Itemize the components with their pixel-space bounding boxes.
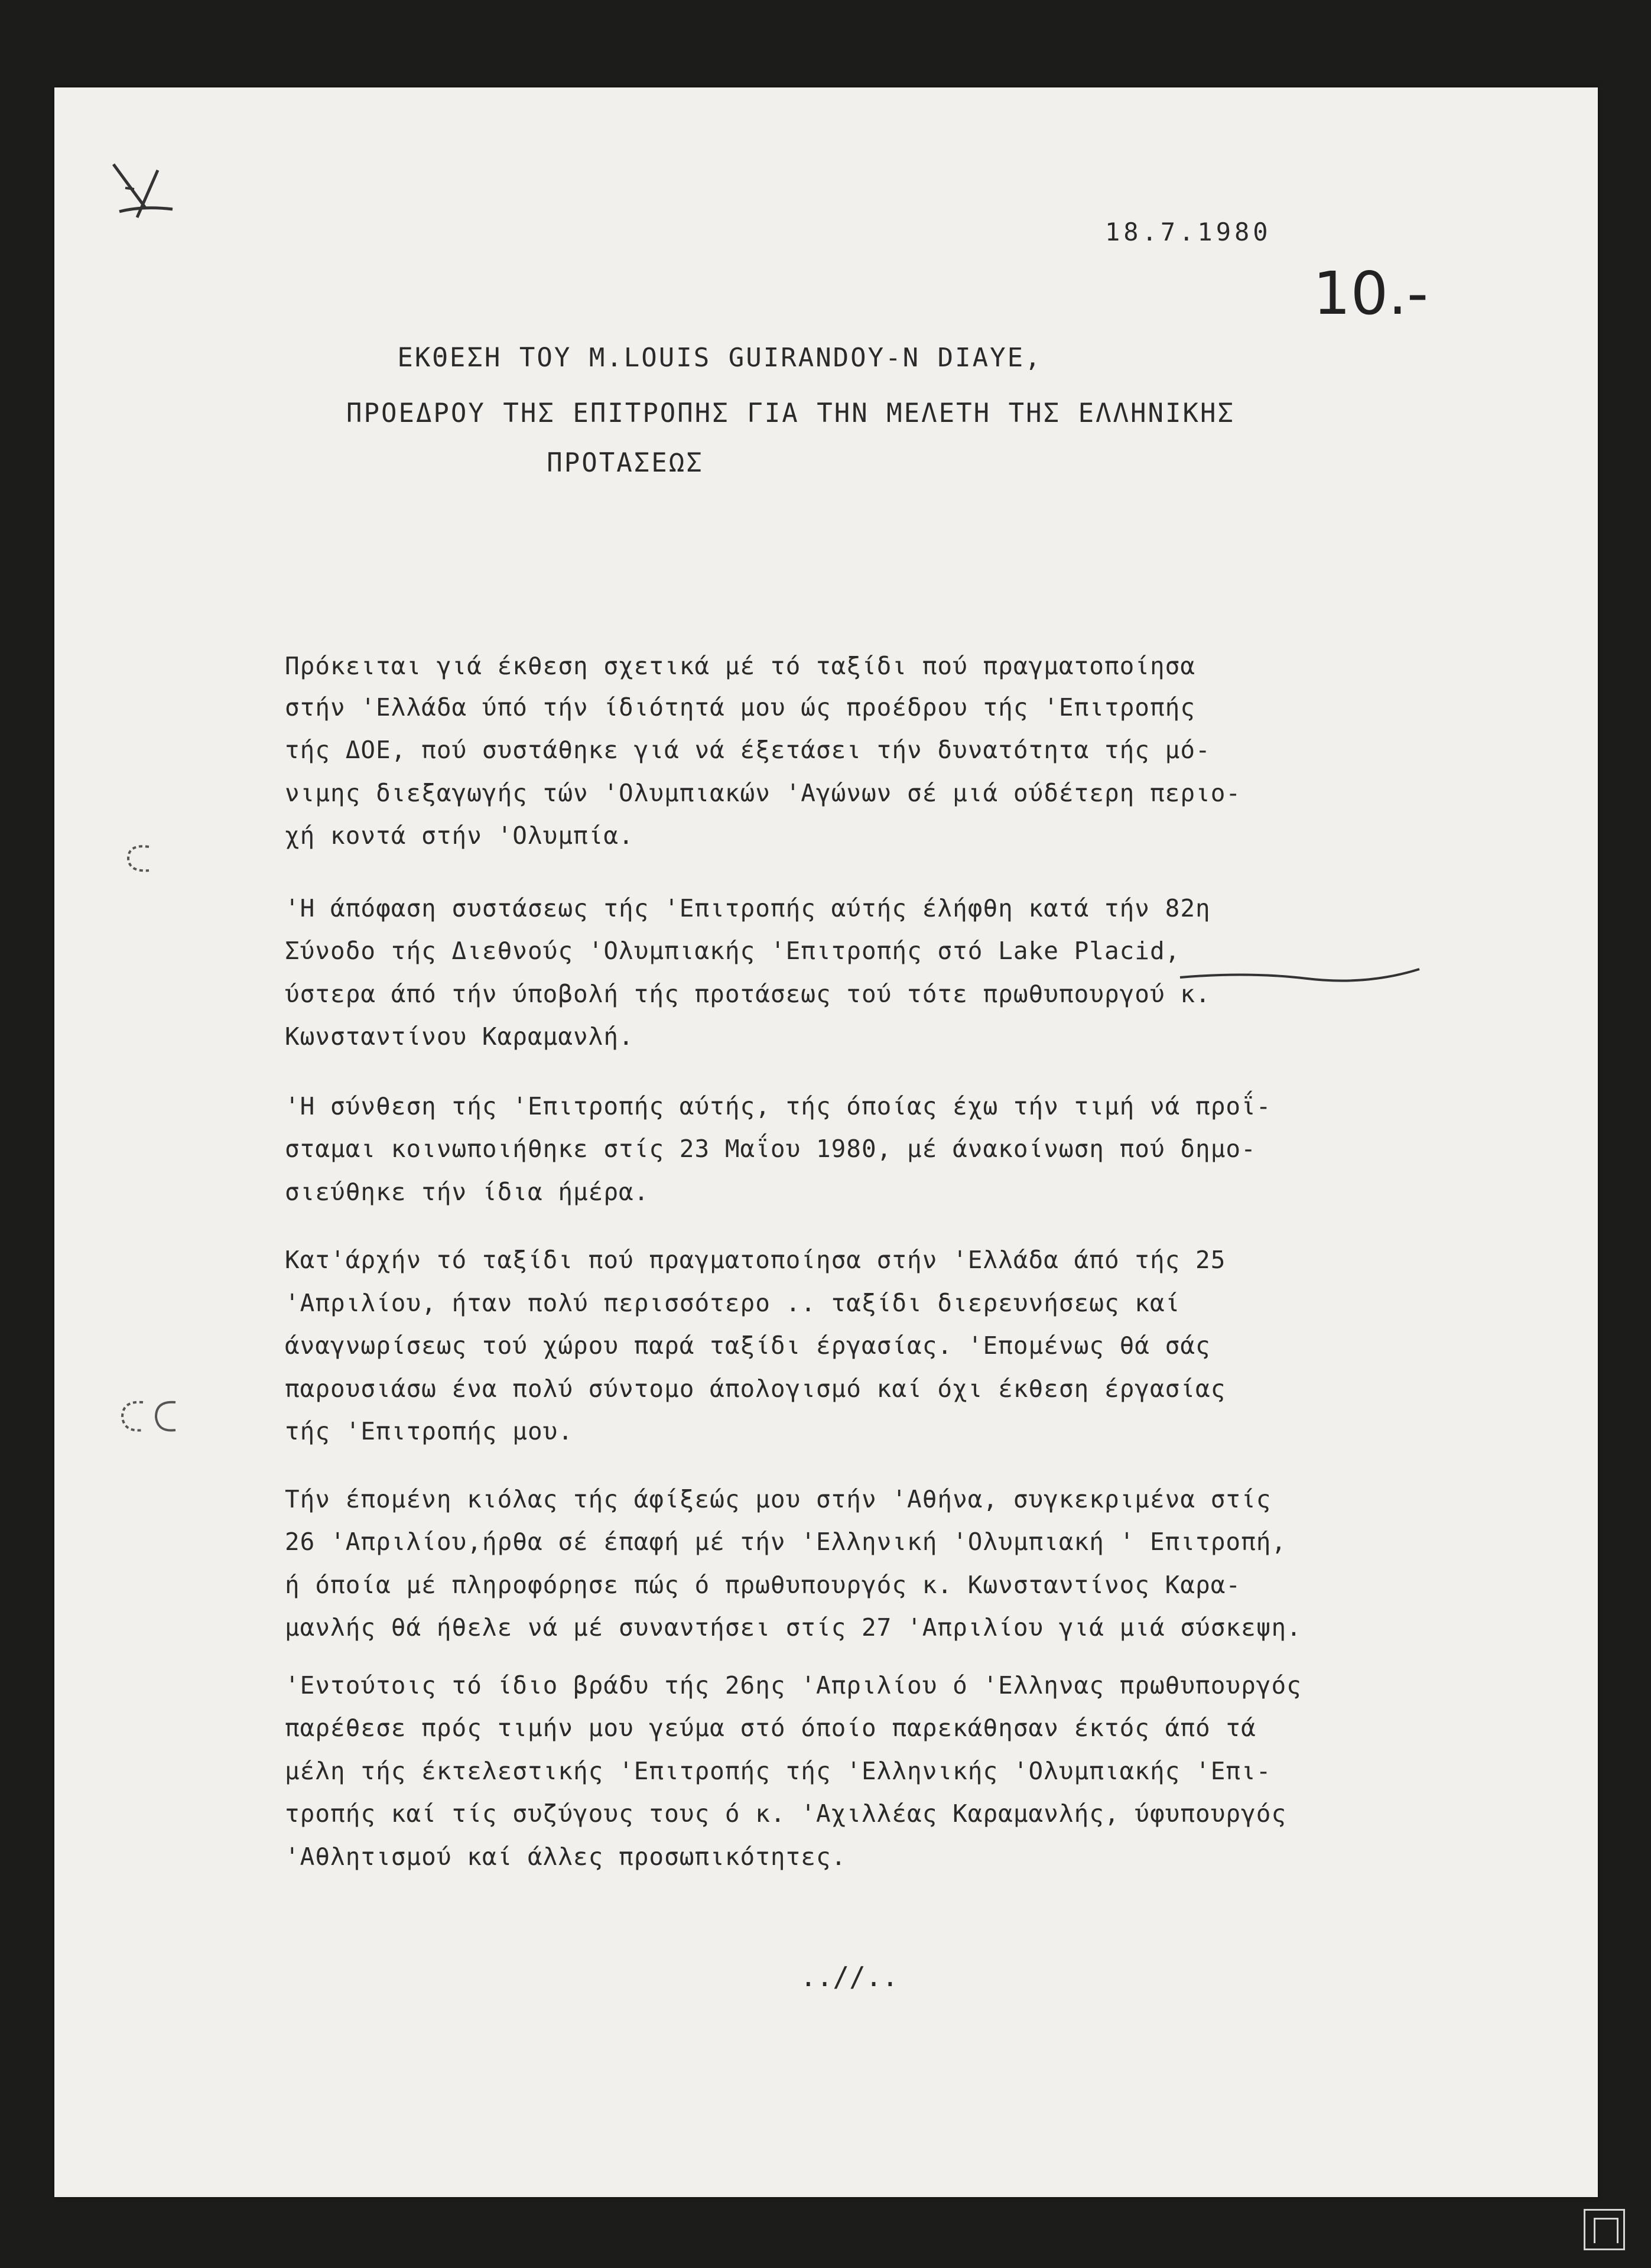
body-line: μανλής θά ήθελε νά μέ συναντήσει στίς 27 'Απριλίου γιά μιά σύσκεψη. bbox=[285, 1613, 1302, 1642]
body-line: 'Απριλίου, ήταν πολύ περισσότερο .. ταξίδι διερευνήσεως καί bbox=[285, 1289, 1181, 1317]
body-line: άναγνωρίσεως τού χώρου παρά ταξίδι έργασίας. 'Επομένως θά σάς bbox=[285, 1331, 1211, 1360]
body-line: ύστερα άπό τήν ύποβολή τής προτάσεως τού τότε πρωθυπουργού κ. bbox=[285, 980, 1211, 1008]
body-line: παρέθεσε πρός τιμήν μου γεύμα στό όποίο παρεκάθησαν έκτός άπό τά bbox=[285, 1714, 1256, 1742]
body-line: Κατ'άρχήν τό ταξίδι πού πραγματοποίησα στήν 'Ελλάδα άπό τής 25 bbox=[285, 1246, 1226, 1274]
document-page bbox=[54, 87, 1598, 2197]
body-line: σιεύθηκε τήν ίδια ήμέρα. bbox=[285, 1178, 649, 1206]
body-line: ή όποία μέ πληροφόρησε πώς ό πρωθυπουργός κ. Κωνσταντίνος Καρα- bbox=[285, 1571, 1242, 1599]
body-line: χή κοντά στήν 'Ολυμπία. bbox=[285, 821, 634, 850]
archive-seal-icon bbox=[1584, 2209, 1625, 2250]
title-line-1: ΕΚΘΕΣΗ ΤΟΥ M.LOUIS GUIRANDOY-N DIAYE, bbox=[397, 343, 1042, 373]
handwritten-mark-top-left bbox=[102, 152, 184, 229]
body-line: Σύνοδο τής Διεθνούς 'Ολυμπιακής 'Επιτροπής στό Lake Placid, bbox=[285, 937, 1181, 965]
title-line-3: ΠΡΟΤΑΣΕΩΣ bbox=[547, 448, 704, 478]
handwritten-underline bbox=[1177, 966, 1425, 989]
body-line: 26 'Απριλίου,ήρθα σέ έπαφή μέ τήν 'Ελληνική 'Ολυμπιακή ' Επιτροπή, bbox=[285, 1528, 1287, 1556]
body-line: Πρόκειται γιά έκθεση σχετικά μέ τό ταξίδι πού πραγματοποίησα bbox=[285, 652, 1196, 680]
body-line: 'Η άπόφαση συστάσεως τής 'Επιτροπής αύτής έλήφθη κατά τήν 82η bbox=[285, 894, 1211, 922]
body-line: 'Η σύνθεση τής 'Επιτροπής αύτής, τής όποίας έχω τήν τιμή νά προΐ- bbox=[285, 1092, 1272, 1120]
body-line: Κωνσταντίνου Καραμανλή. bbox=[285, 1022, 634, 1051]
body-line: σταμαι κοινωποιήθηκε στίς 23 Μαΐου 1980, μέ άνακοίνωση πού δημο- bbox=[285, 1135, 1256, 1163]
title-line-2: ΠΡΟΕΔΡΟΥ ΤΗΣ ΕΠΙΤΡΟΠΗΣ ΓΙΑ ΤΗΝ ΜΕΛΕΤΗ ΤΗΣ ΕΛΛΗΝΙΚΗΣ bbox=[346, 398, 1235, 428]
margin-mark-2 bbox=[113, 1393, 184, 1441]
body-line: τροπής καί τίς συζύγους τους ό κ. 'Αχιλλέας Καραμανλής, ύφυπουργός bbox=[285, 1799, 1287, 1828]
body-line: στήν 'Ελλάδα ύπό τήν ίδιότητά μου ώς προέδρου τής 'Επιτροπής bbox=[285, 693, 1196, 722]
page-number: 10.- bbox=[1313, 259, 1429, 328]
body-line: 'Εντούτοις τό ίδιο βράδυ τής 26ης 'Απριλίου ό 'Ελληνας πρωθυπουργός bbox=[285, 1671, 1302, 1700]
body-line: παρουσιάσω ένα πολύ σύντομο άπολογισμό καί όχι έκθεση έργασίας bbox=[285, 1375, 1226, 1403]
body-line: τής ΔΟΕ, πού συστάθηκε γιά νά έξετάσει τήν δυνατότητα τής μό- bbox=[285, 736, 1211, 764]
body-line: Τήν έπομένη κιόλας τής άφίξεώς μου στήν 'Αθήνα, συγκεκριμένα στίς bbox=[285, 1485, 1272, 1513]
page-continuation-mark: ..//.. bbox=[800, 1961, 899, 1993]
body-line: νιμης διεξαγωγής τών 'Ολυμπιακών 'Αγώνων σέ μιά ούδέτερη περιο- bbox=[285, 779, 1242, 807]
body-line: μέλη τής έκτελεστικής 'Επιτροπής τής 'Ελληνικής 'Ολυμπιακής 'Επι- bbox=[285, 1757, 1272, 1785]
margin-mark-1 bbox=[116, 838, 164, 879]
body-line: 'Αθλητισμού καί άλλες προσωπικότητες. bbox=[285, 1843, 847, 1871]
document-date: 18.7.1980 bbox=[1105, 217, 1272, 246]
body-line: τής 'Επιτροπής μου. bbox=[285, 1417, 573, 1445]
